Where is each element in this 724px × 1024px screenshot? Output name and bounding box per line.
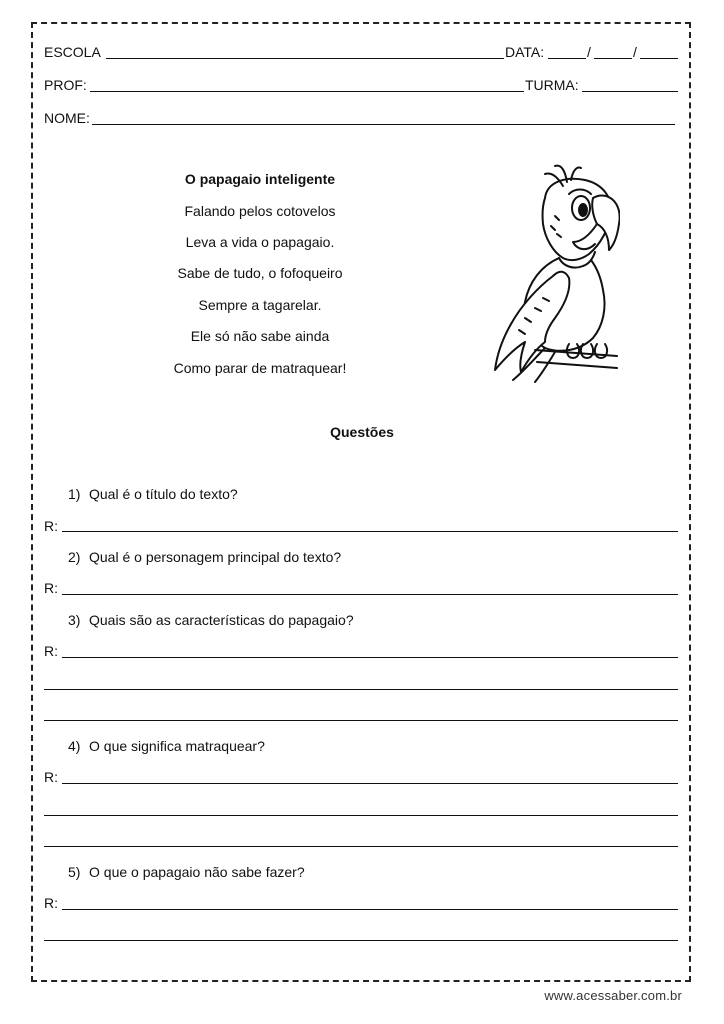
answer-label: R: (44, 769, 58, 785)
date-year-field[interactable] (640, 58, 678, 59)
prof-label: PROF: (44, 77, 87, 93)
question-text: O que significa matraquear? (89, 738, 265, 754)
turma-field[interactable] (582, 91, 678, 92)
date-day-field[interactable] (548, 58, 586, 59)
date-separator: / (587, 44, 591, 60)
answer-label: R: (44, 895, 58, 911)
prof-field[interactable] (90, 91, 524, 92)
nome-label: NOME: (44, 110, 90, 126)
poem-line: Sempre a tagarelar. (198, 297, 322, 313)
answer-line[interactable] (62, 531, 678, 532)
poem-line: Falando pelos cotovelos (184, 203, 336, 219)
answer-line[interactable] (44, 720, 678, 721)
answer-line[interactable] (62, 783, 678, 784)
parrot-icon (485, 158, 620, 388)
answer-label: R: (44, 643, 58, 659)
question-number: 1) (68, 486, 81, 502)
nome-field[interactable] (92, 124, 675, 125)
question-number: 5) (68, 864, 81, 880)
answer-line[interactable] (62, 909, 678, 910)
poem-line: Como parar de matraquear! (173, 360, 347, 376)
answer-line[interactable] (44, 940, 678, 941)
question-number: 3) (68, 612, 81, 628)
answer-line[interactable] (44, 815, 678, 816)
website-url: www.acessaber.com.br (544, 988, 682, 1003)
question-text: O que o papagaio não sabe fazer? (89, 864, 305, 880)
data-label: DATA: (505, 44, 545, 60)
turma-label: TURMA: (525, 77, 579, 93)
questions-heading: Questões (330, 424, 394, 440)
answer-line[interactable] (62, 657, 678, 658)
poem-line: Leva a vida o papagaio. (185, 234, 335, 250)
question-text: Quais são as características do papagaio? (89, 612, 354, 628)
question-number: 4) (68, 738, 81, 754)
answer-line[interactable] (44, 689, 678, 690)
answer-label: R: (44, 518, 58, 534)
question-text: Qual é o título do texto? (89, 486, 238, 502)
answer-line[interactable] (62, 594, 678, 595)
date-month-field[interactable] (594, 58, 632, 59)
poem-line: Sabe de tudo, o fofoqueiro (177, 265, 343, 281)
date-separator: / (633, 44, 637, 60)
answer-label: R: (44, 580, 58, 596)
poem-line: Ele só não sabe ainda (190, 328, 330, 344)
answer-line[interactable] (44, 846, 678, 847)
question-number: 2) (68, 549, 81, 565)
escola-field[interactable] (106, 58, 504, 59)
escola-label: ESCOLA (44, 44, 101, 60)
question-text: Qual é o personagem principal do texto? (89, 549, 342, 565)
poem-title: O papagaio inteligente (184, 171, 336, 187)
